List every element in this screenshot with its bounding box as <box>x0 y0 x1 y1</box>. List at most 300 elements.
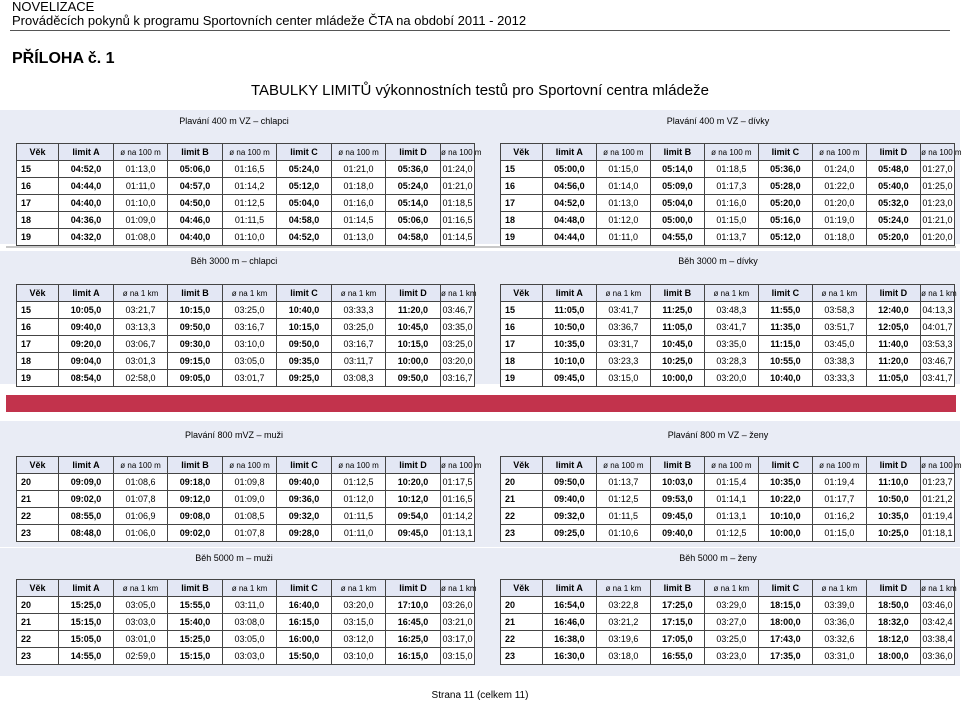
novelizace-label: NOVELIZACE <box>12 0 95 14</box>
pace-cell: 01:08,6 <box>114 474 168 491</box>
limit-cell: 09:12,0 <box>168 491 223 508</box>
age-cell: 16 <box>501 319 543 336</box>
limit-cell: 05:09,0 <box>650 178 705 195</box>
pace-cell: 03:16,7 <box>223 319 277 336</box>
limit-cell: 11:55,0 <box>758 302 813 319</box>
limit-cell: 05:48,0 <box>866 161 921 178</box>
pace-cell: 01:20,0 <box>813 195 867 212</box>
column-header: Věk <box>17 457 59 474</box>
limit-cell: 16:46,0 <box>542 614 597 631</box>
pace-cell: 01:09,0 <box>223 491 277 508</box>
age-cell: 17 <box>501 336 543 353</box>
column-header: limit D <box>386 285 441 302</box>
section-divider <box>6 246 956 248</box>
limit-cell: 04:44,0 <box>59 178 114 195</box>
age-cell: 20 <box>17 474 59 491</box>
column-header: ø na 1 km <box>813 285 867 302</box>
limit-cell: 04:46,0 <box>168 212 223 229</box>
column-header: limit D <box>386 144 441 161</box>
table-row <box>501 614 955 631</box>
limit-cell: 04:52,0 <box>277 229 332 246</box>
column-header: limit B <box>168 144 223 161</box>
limit-cell: 09:32,0 <box>277 508 332 525</box>
column-header: Věk <box>17 144 59 161</box>
age-cell: 21 <box>17 491 59 508</box>
limit-cell: 09:50,0 <box>168 319 223 336</box>
column-header: ø na 1 km <box>597 285 651 302</box>
table-row <box>17 525 475 542</box>
limit-cell: 10:12,0 <box>386 491 441 508</box>
column-header: ø na 1 km <box>705 580 759 597</box>
table-row <box>501 319 955 336</box>
limit-cell: 15:55,0 <box>168 597 223 614</box>
table-row <box>501 597 955 614</box>
limit-cell: 12:40,0 <box>866 302 921 319</box>
limit-cell: 04:56,0 <box>542 178 597 195</box>
pace-cell: 01:12,5 <box>597 491 651 508</box>
table-title-run3000-boys: Běh 3000 m – chlapci <box>190 256 278 266</box>
table-row <box>501 508 955 525</box>
column-header: limit C <box>277 457 332 474</box>
pace-cell: 01:09,8 <box>223 474 277 491</box>
pace-cell: 01:16,0 <box>705 195 759 212</box>
limit-cell: 18:32,0 <box>866 614 921 631</box>
limit-cell: 09:05,0 <box>168 370 223 387</box>
limit-cell: 04:40,0 <box>59 195 114 212</box>
limit-cell: 09:45,0 <box>386 525 441 542</box>
pace-cell: 03:45,0 <box>813 336 867 353</box>
age-cell: 16 <box>17 178 59 195</box>
table-row <box>501 229 955 246</box>
pace-cell: 02:58,0 <box>114 370 168 387</box>
age-cell: 21 <box>17 614 59 631</box>
limit-cell: 09:45,0 <box>650 508 705 525</box>
pace-cell: 01:17,5 <box>441 474 475 491</box>
limit-cell: 08:55,0 <box>59 508 114 525</box>
column-header: limit B <box>168 580 223 597</box>
limit-cell: 05:24,0 <box>386 178 441 195</box>
age-cell: 15 <box>17 302 59 319</box>
limit-cell: 18:12,0 <box>866 631 921 648</box>
column-header: ø na 100 m <box>441 144 475 161</box>
age-cell: 18 <box>501 212 543 229</box>
limit-cell: 09:36,0 <box>277 491 332 508</box>
table-row <box>501 195 955 212</box>
limit-cell: 10:00,0 <box>386 353 441 370</box>
pace-cell: 01:14,5 <box>332 212 386 229</box>
table-header-row <box>501 144 955 161</box>
limit-cell: 05:40,0 <box>866 178 921 195</box>
limit-cell: 14:55,0 <box>59 648 114 665</box>
column-header: limit A <box>59 580 114 597</box>
column-header: limit C <box>277 285 332 302</box>
limit-cell: 05:06,0 <box>386 212 441 229</box>
age-cell: 23 <box>17 648 59 665</box>
pace-cell: 03:51,7 <box>813 319 867 336</box>
table-title-swim400-girls: Plavání 400 m VZ – dívky <box>666 116 770 126</box>
limit-cell: 10:40,0 <box>758 370 813 387</box>
pace-cell: 01:15,0 <box>813 525 867 542</box>
age-cell: 20 <box>17 597 59 614</box>
limit-cell: 16:30,0 <box>542 648 597 665</box>
pace-cell: 04:13,3 <box>921 302 955 319</box>
table-row <box>17 161 475 178</box>
pace-cell: 01:07,8 <box>114 491 168 508</box>
age-cell: 15 <box>17 161 59 178</box>
pace-cell: 01:13,0 <box>332 229 386 246</box>
limit-cell: 10:00,0 <box>650 370 705 387</box>
table-title-swim400-boys: Plavání 400 m VZ – chlapci <box>179 116 289 126</box>
pace-cell: 01:12,5 <box>223 195 277 212</box>
table-run5000-men <box>16 579 475 665</box>
limit-cell: 18:15,0 <box>758 597 813 614</box>
column-header: limit C <box>758 580 813 597</box>
attachment-title: PŘÍLOHA č. 1 <box>12 50 115 67</box>
column-header: ø na 1 km <box>332 580 386 597</box>
limit-cell: 04:57,0 <box>168 178 223 195</box>
column-header: limit D <box>386 580 441 597</box>
pace-cell: 01:17,3 <box>705 178 759 195</box>
pace-cell: 01:11,0 <box>597 229 651 246</box>
column-header: ø na 100 m <box>223 144 277 161</box>
column-header: ø na 100 m <box>597 457 651 474</box>
column-header: limit C <box>758 285 813 302</box>
limit-cell: 09:09,0 <box>59 474 114 491</box>
pace-cell: 03:33,3 <box>813 370 867 387</box>
limit-cell: 16:00,0 <box>277 631 332 648</box>
limit-cell: 15:15,0 <box>59 614 114 631</box>
pace-cell: 01:10,0 <box>114 195 168 212</box>
column-header: limit D <box>386 457 441 474</box>
age-cell: 17 <box>17 336 59 353</box>
table-row <box>501 212 955 229</box>
pace-cell: 03:36,0 <box>813 614 867 631</box>
limit-cell: 16:15,0 <box>277 614 332 631</box>
pace-cell: 01:06,0 <box>114 525 168 542</box>
column-header: ø na 1 km <box>223 580 277 597</box>
pace-cell: 01:19,0 <box>813 212 867 229</box>
limit-cell: 10:10,0 <box>758 508 813 525</box>
limit-cell: 05:14,0 <box>386 195 441 212</box>
pace-cell: 01:16,5 <box>441 491 475 508</box>
table-row <box>501 336 955 353</box>
pace-cell: 03:41,7 <box>705 319 759 336</box>
limit-cell: 11:20,0 <box>386 302 441 319</box>
limit-cell: 17:15,0 <box>650 614 705 631</box>
pace-cell: 03:33,3 <box>332 302 386 319</box>
age-cell: 20 <box>501 597 543 614</box>
table-row <box>17 212 475 229</box>
pace-cell: 03:23,3 <box>597 353 651 370</box>
limit-cell: 10:22,0 <box>758 491 813 508</box>
age-cell: 23 <box>501 525 543 542</box>
limit-cell: 10:00,0 <box>758 525 813 542</box>
pace-cell: 01:16,5 <box>441 212 475 229</box>
age-cell: 23 <box>17 525 59 542</box>
column-header: ø na 100 m <box>813 144 867 161</box>
pace-cell: 03:39,0 <box>813 597 867 614</box>
limit-cell: 04:32,0 <box>59 229 114 246</box>
pace-cell: 01:16,0 <box>332 195 386 212</box>
limit-cell: 05:24,0 <box>277 161 332 178</box>
age-cell: 17 <box>17 195 59 212</box>
pace-cell: 01:12,0 <box>597 212 651 229</box>
pace-cell: 03:23,0 <box>705 648 759 665</box>
table-row <box>17 648 475 665</box>
limit-cell: 15:40,0 <box>168 614 223 631</box>
limit-cell: 05:04,0 <box>277 195 332 212</box>
pace-cell: 01:11,0 <box>332 525 386 542</box>
pace-cell: 01:07,8 <box>223 525 277 542</box>
pace-cell: 03:46,7 <box>921 353 955 370</box>
limit-cell: 04:44,0 <box>542 229 597 246</box>
pace-cell: 03:27,0 <box>705 614 759 631</box>
column-header: limit C <box>277 144 332 161</box>
column-header: Věk <box>17 580 59 597</box>
pace-cell: 01:13,1 <box>705 508 759 525</box>
table-header-row <box>501 580 955 597</box>
pace-cell: 01:14,1 <box>705 491 759 508</box>
pace-cell: 01:21,2 <box>921 491 955 508</box>
limit-cell: 10:35,0 <box>542 336 597 353</box>
main-title: TABULKY LIMITŮ výkonnostních testů pro Sportovní centra mládeže <box>251 82 709 99</box>
pace-cell: 01:18,0 <box>332 178 386 195</box>
pace-cell: 01:15,0 <box>705 212 759 229</box>
table-swim800-men <box>16 456 482 542</box>
pace-cell: 03:53,3 <box>921 336 955 353</box>
pace-cell: 03:11,7 <box>332 353 386 370</box>
limit-cell: 10:35,0 <box>866 508 921 525</box>
column-header: limit C <box>758 457 813 474</box>
limit-cell: 04:48,0 <box>542 212 597 229</box>
pace-cell: 01:08,0 <box>114 229 168 246</box>
pace-cell: 03:20,0 <box>441 353 475 370</box>
pace-cell: 03:46,7 <box>441 302 475 319</box>
pace-cell: 03:05,0 <box>223 631 277 648</box>
pace-cell: 03:21,0 <box>441 614 475 631</box>
pace-cell: 01:10,0 <box>223 229 277 246</box>
pace-cell: 02:59,0 <box>114 648 168 665</box>
pace-cell: 03:41,7 <box>597 302 651 319</box>
pace-cell: 01:21,0 <box>441 178 475 195</box>
pace-cell: 01:25,0 <box>921 178 955 195</box>
table-row <box>501 302 955 319</box>
table-row <box>17 614 475 631</box>
pace-cell: 03:36,0 <box>921 648 955 665</box>
pace-cell: 01:21,0 <box>921 212 955 229</box>
limit-cell: 18:50,0 <box>866 597 921 614</box>
column-header: ø na 1 km <box>705 285 759 302</box>
column-header: ø na 100 m <box>813 457 867 474</box>
age-cell: 17 <box>501 195 543 212</box>
pace-cell: 01:21,0 <box>332 161 386 178</box>
column-header: limit B <box>650 285 705 302</box>
pace-cell: 03:29,0 <box>705 597 759 614</box>
limit-cell: 05:36,0 <box>386 161 441 178</box>
table-row <box>17 302 475 319</box>
column-header: limit A <box>59 457 114 474</box>
pace-cell: 01:27,0 <box>921 161 955 178</box>
table-row <box>501 370 955 387</box>
age-cell: 15 <box>501 161 543 178</box>
pace-cell: 01:22,0 <box>813 178 867 195</box>
age-cell: 21 <box>501 491 543 508</box>
limit-cell: 11:05,0 <box>542 302 597 319</box>
limit-cell: 11:05,0 <box>866 370 921 387</box>
limit-cell: 10:20,0 <box>386 474 441 491</box>
pace-cell: 01:16,5 <box>223 161 277 178</box>
limit-cell: 09:40,0 <box>542 491 597 508</box>
pace-cell: 01:09,0 <box>114 212 168 229</box>
limit-cell: 05:06,0 <box>168 161 223 178</box>
limit-cell: 09:50,0 <box>542 474 597 491</box>
pace-cell: 01:12,0 <box>332 491 386 508</box>
limit-cell: 09:15,0 <box>168 353 223 370</box>
limit-cell: 09:32,0 <box>542 508 597 525</box>
pace-cell: 04:01,7 <box>921 319 955 336</box>
age-cell: 16 <box>501 178 543 195</box>
column-header: ø na 1 km <box>441 580 475 597</box>
limit-cell: 05:28,0 <box>758 178 813 195</box>
table-row <box>17 491 475 508</box>
pace-cell: 03:25,0 <box>223 302 277 319</box>
age-cell: 23 <box>501 648 543 665</box>
limit-cell: 04:52,0 <box>59 161 114 178</box>
column-header: limit B <box>168 285 223 302</box>
limit-cell: 09:40,0 <box>277 474 332 491</box>
column-header: ø na 1 km <box>813 580 867 597</box>
limit-cell: 10:03,0 <box>650 474 705 491</box>
table-title-run3000-girls: Běh 3000 m – dívky <box>678 256 758 266</box>
limit-cell: 05:12,0 <box>277 178 332 195</box>
document-subtitle: Prováděcích pokynů k programu Sportovních center mládeže ČTA na období 2011 - 2012 <box>12 13 527 28</box>
table-row <box>17 336 475 353</box>
table-row <box>17 353 475 370</box>
limit-cell: 09:50,0 <box>277 336 332 353</box>
limit-cell: 10:55,0 <box>758 353 813 370</box>
pace-cell: 03:21,2 <box>597 614 651 631</box>
pace-cell: 01:24,0 <box>441 161 475 178</box>
pace-cell: 01:17,7 <box>813 491 867 508</box>
pace-cell: 03:25,0 <box>332 319 386 336</box>
limit-cell: 10:15,0 <box>277 319 332 336</box>
limit-cell: 15:50,0 <box>277 648 332 665</box>
column-header: limit B <box>650 144 705 161</box>
limit-cell: 16:25,0 <box>386 631 441 648</box>
table-row <box>17 319 475 336</box>
limit-cell: 09:45,0 <box>542 370 597 387</box>
column-header: ø na 100 m <box>223 457 277 474</box>
pace-cell: 01:18,5 <box>441 195 475 212</box>
pace-cell: 03:16,7 <box>332 336 386 353</box>
column-header: ø na 100 m <box>332 144 386 161</box>
limit-cell: 05:20,0 <box>758 195 813 212</box>
pace-cell: 01:12,5 <box>705 525 759 542</box>
pace-cell: 01:13,1 <box>441 525 475 542</box>
column-header: Věk <box>501 580 543 597</box>
pace-cell: 03:38,4 <box>921 631 955 648</box>
table-row <box>17 474 475 491</box>
limit-cell: 05:04,0 <box>650 195 705 212</box>
age-cell: 19 <box>17 370 59 387</box>
limit-cell: 16:38,0 <box>542 631 597 648</box>
pace-cell: 01:06,9 <box>114 508 168 525</box>
column-header: Věk <box>501 457 543 474</box>
column-header: limit C <box>277 580 332 597</box>
pace-cell: 03:15,0 <box>332 614 386 631</box>
limit-cell: 10:50,0 <box>542 319 597 336</box>
pace-cell: 03:25,0 <box>705 631 759 648</box>
table-row <box>501 353 955 370</box>
pace-cell: 03:35,0 <box>705 336 759 353</box>
age-cell: 19 <box>501 370 543 387</box>
table-run5000-women <box>500 579 955 665</box>
age-cell: 20 <box>501 474 543 491</box>
limit-cell: 10:25,0 <box>650 353 705 370</box>
pace-cell: 03:20,0 <box>705 370 759 387</box>
table-header-row <box>17 580 475 597</box>
column-header: ø na 100 m <box>441 457 475 474</box>
pace-cell: 03:01,0 <box>114 631 168 648</box>
table-row <box>501 161 955 178</box>
table-row <box>17 508 475 525</box>
limit-cell: 17:35,0 <box>758 648 813 665</box>
limit-cell: 09:28,0 <box>277 525 332 542</box>
pace-cell: 03:03,0 <box>223 648 277 665</box>
pace-cell: 03:19,6 <box>597 631 651 648</box>
pace-cell: 03:01,7 <box>223 370 277 387</box>
limit-cell: 09:18,0 <box>168 474 223 491</box>
column-header: limit C <box>758 144 813 161</box>
limit-cell: 08:54,0 <box>59 370 114 387</box>
limit-cell: 10:05,0 <box>59 302 114 319</box>
page-number: Strana 11 (celkem 11) <box>431 690 529 701</box>
limit-cell: 09:53,0 <box>650 491 705 508</box>
limit-cell: 17:25,0 <box>650 597 705 614</box>
pace-cell: 03:03,0 <box>114 614 168 631</box>
pace-cell: 01:23,7 <box>921 474 955 491</box>
column-header: ø na 100 m <box>921 457 955 474</box>
limit-cell: 18:00,0 <box>758 614 813 631</box>
age-cell: 22 <box>17 631 59 648</box>
pace-cell: 01:11,5 <box>223 212 277 229</box>
pace-cell: 03:12,0 <box>332 631 386 648</box>
limit-cell: 04:52,0 <box>542 195 597 212</box>
pace-cell: 01:13,7 <box>705 229 759 246</box>
pace-cell: 03:10,0 <box>223 336 277 353</box>
age-cell: 16 <box>17 319 59 336</box>
column-header: limit B <box>650 580 705 597</box>
pace-cell: 03:22,8 <box>597 597 651 614</box>
column-header: ø na 1 km <box>114 580 168 597</box>
age-cell: 18 <box>501 353 543 370</box>
pace-cell: 01:18,5 <box>705 161 759 178</box>
pace-cell: 01:14,2 <box>223 178 277 195</box>
limit-cell: 04:36,0 <box>59 212 114 229</box>
limit-cell: 15:15,0 <box>168 648 223 665</box>
limit-cell: 05:32,0 <box>866 195 921 212</box>
column-header: limit A <box>542 457 597 474</box>
pace-cell: 01:23,0 <box>921 195 955 212</box>
pace-cell: 03:21,7 <box>114 302 168 319</box>
document-header <box>12 0 526 28</box>
pace-cell: 03:16,7 <box>441 370 475 387</box>
pace-cell: 03:28,3 <box>705 353 759 370</box>
pace-cell: 03:11,0 <box>223 597 277 614</box>
age-cell: 19 <box>17 229 59 246</box>
pace-cell: 03:25,0 <box>441 336 475 353</box>
column-header: ø na 1 km <box>441 285 475 302</box>
